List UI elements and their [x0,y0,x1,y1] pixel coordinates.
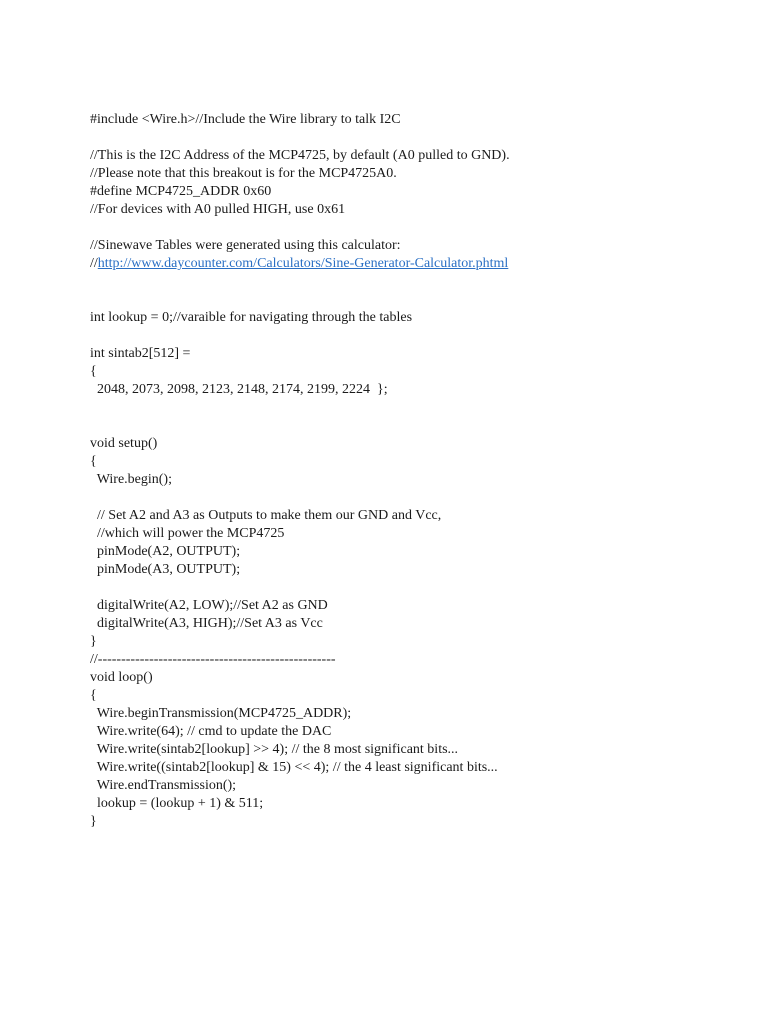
code-line: lookup = (lookup + 1) & 511; [90,796,264,811]
code-line: 2048, 2073, 2098, 2123, 2148, 2174, 2199, 2224 }; [90,382,388,397]
code-line [90,129,730,147]
code-line: } [90,634,97,649]
code-line [90,489,730,507]
code-line: { [90,688,97,703]
code-line: { [90,364,97,379]
code-line [90,579,730,597]
code-line: //For devices with A0 pulled HIGH, use 0x61 [90,202,346,217]
code-line: Wire.write(sintab2[lookup] >> 4); // the 8 most significant bits... [90,742,459,757]
code-line [90,273,730,291]
code-line: //This is the I2C Address of the MCP4725, by default (A0 pulled to GND). [90,148,510,163]
code-line: Wire.write(64); // cmd to update the DAC [90,724,332,739]
code-line: //which will power the MCP4725 [90,526,285,541]
code-line: //Sinewave Tables were generated using this calculator: [90,238,401,253]
code-line [90,291,730,309]
code-line: void setup() [90,436,158,451]
code-line: } [90,814,97,829]
code-listing [90,111,730,831]
link-prefix: // [90,256,98,271]
code-line: Wire.beginTransmission(MCP4725_ADDR); [90,706,352,721]
link-line [90,255,730,273]
code-line [90,327,730,345]
code-line: //--------------------------------------------------- [90,652,336,667]
code-line: // Set A2 and A3 as Outputs to make them our GND and Vcc, [90,508,442,523]
code-line: { [90,454,97,469]
code-line [90,417,730,435]
code-line: int sintab2[512] = [90,346,191,361]
code-line [90,219,730,237]
code-line: #define MCP4725_ADDR 0x60 [90,184,272,199]
code-line: Wire.write((sintab2[lookup] & 15) << 4); // the 4 least significant bits... [90,760,498,775]
code-line: Wire.begin(); [90,472,172,487]
code-line: void loop() [90,670,153,685]
code-line: pinMode(A2, OUTPUT); [90,544,241,559]
code-line [90,399,730,417]
calculator-link[interactable]: http://www.daycounter.com/Calculators/Sine-Generator-Calculator.phtml [97,256,509,271]
code-line: #include <Wire.h>//Include the Wire library to talk I2C [90,112,401,127]
code-line: //Please note that this breakout is for the MCP4725A0. [90,166,397,181]
code-line: int lookup = 0;//varaible for navigating through the tables [90,310,413,325]
code-line: digitalWrite(A3, HIGH);//Set A3 as Vcc [90,616,323,631]
code-line: Wire.endTransmission(); [90,778,237,793]
code-line: pinMode(A3, OUTPUT); [90,562,241,577]
code-line: digitalWrite(A2, LOW);//Set A2 as GND [90,598,328,613]
